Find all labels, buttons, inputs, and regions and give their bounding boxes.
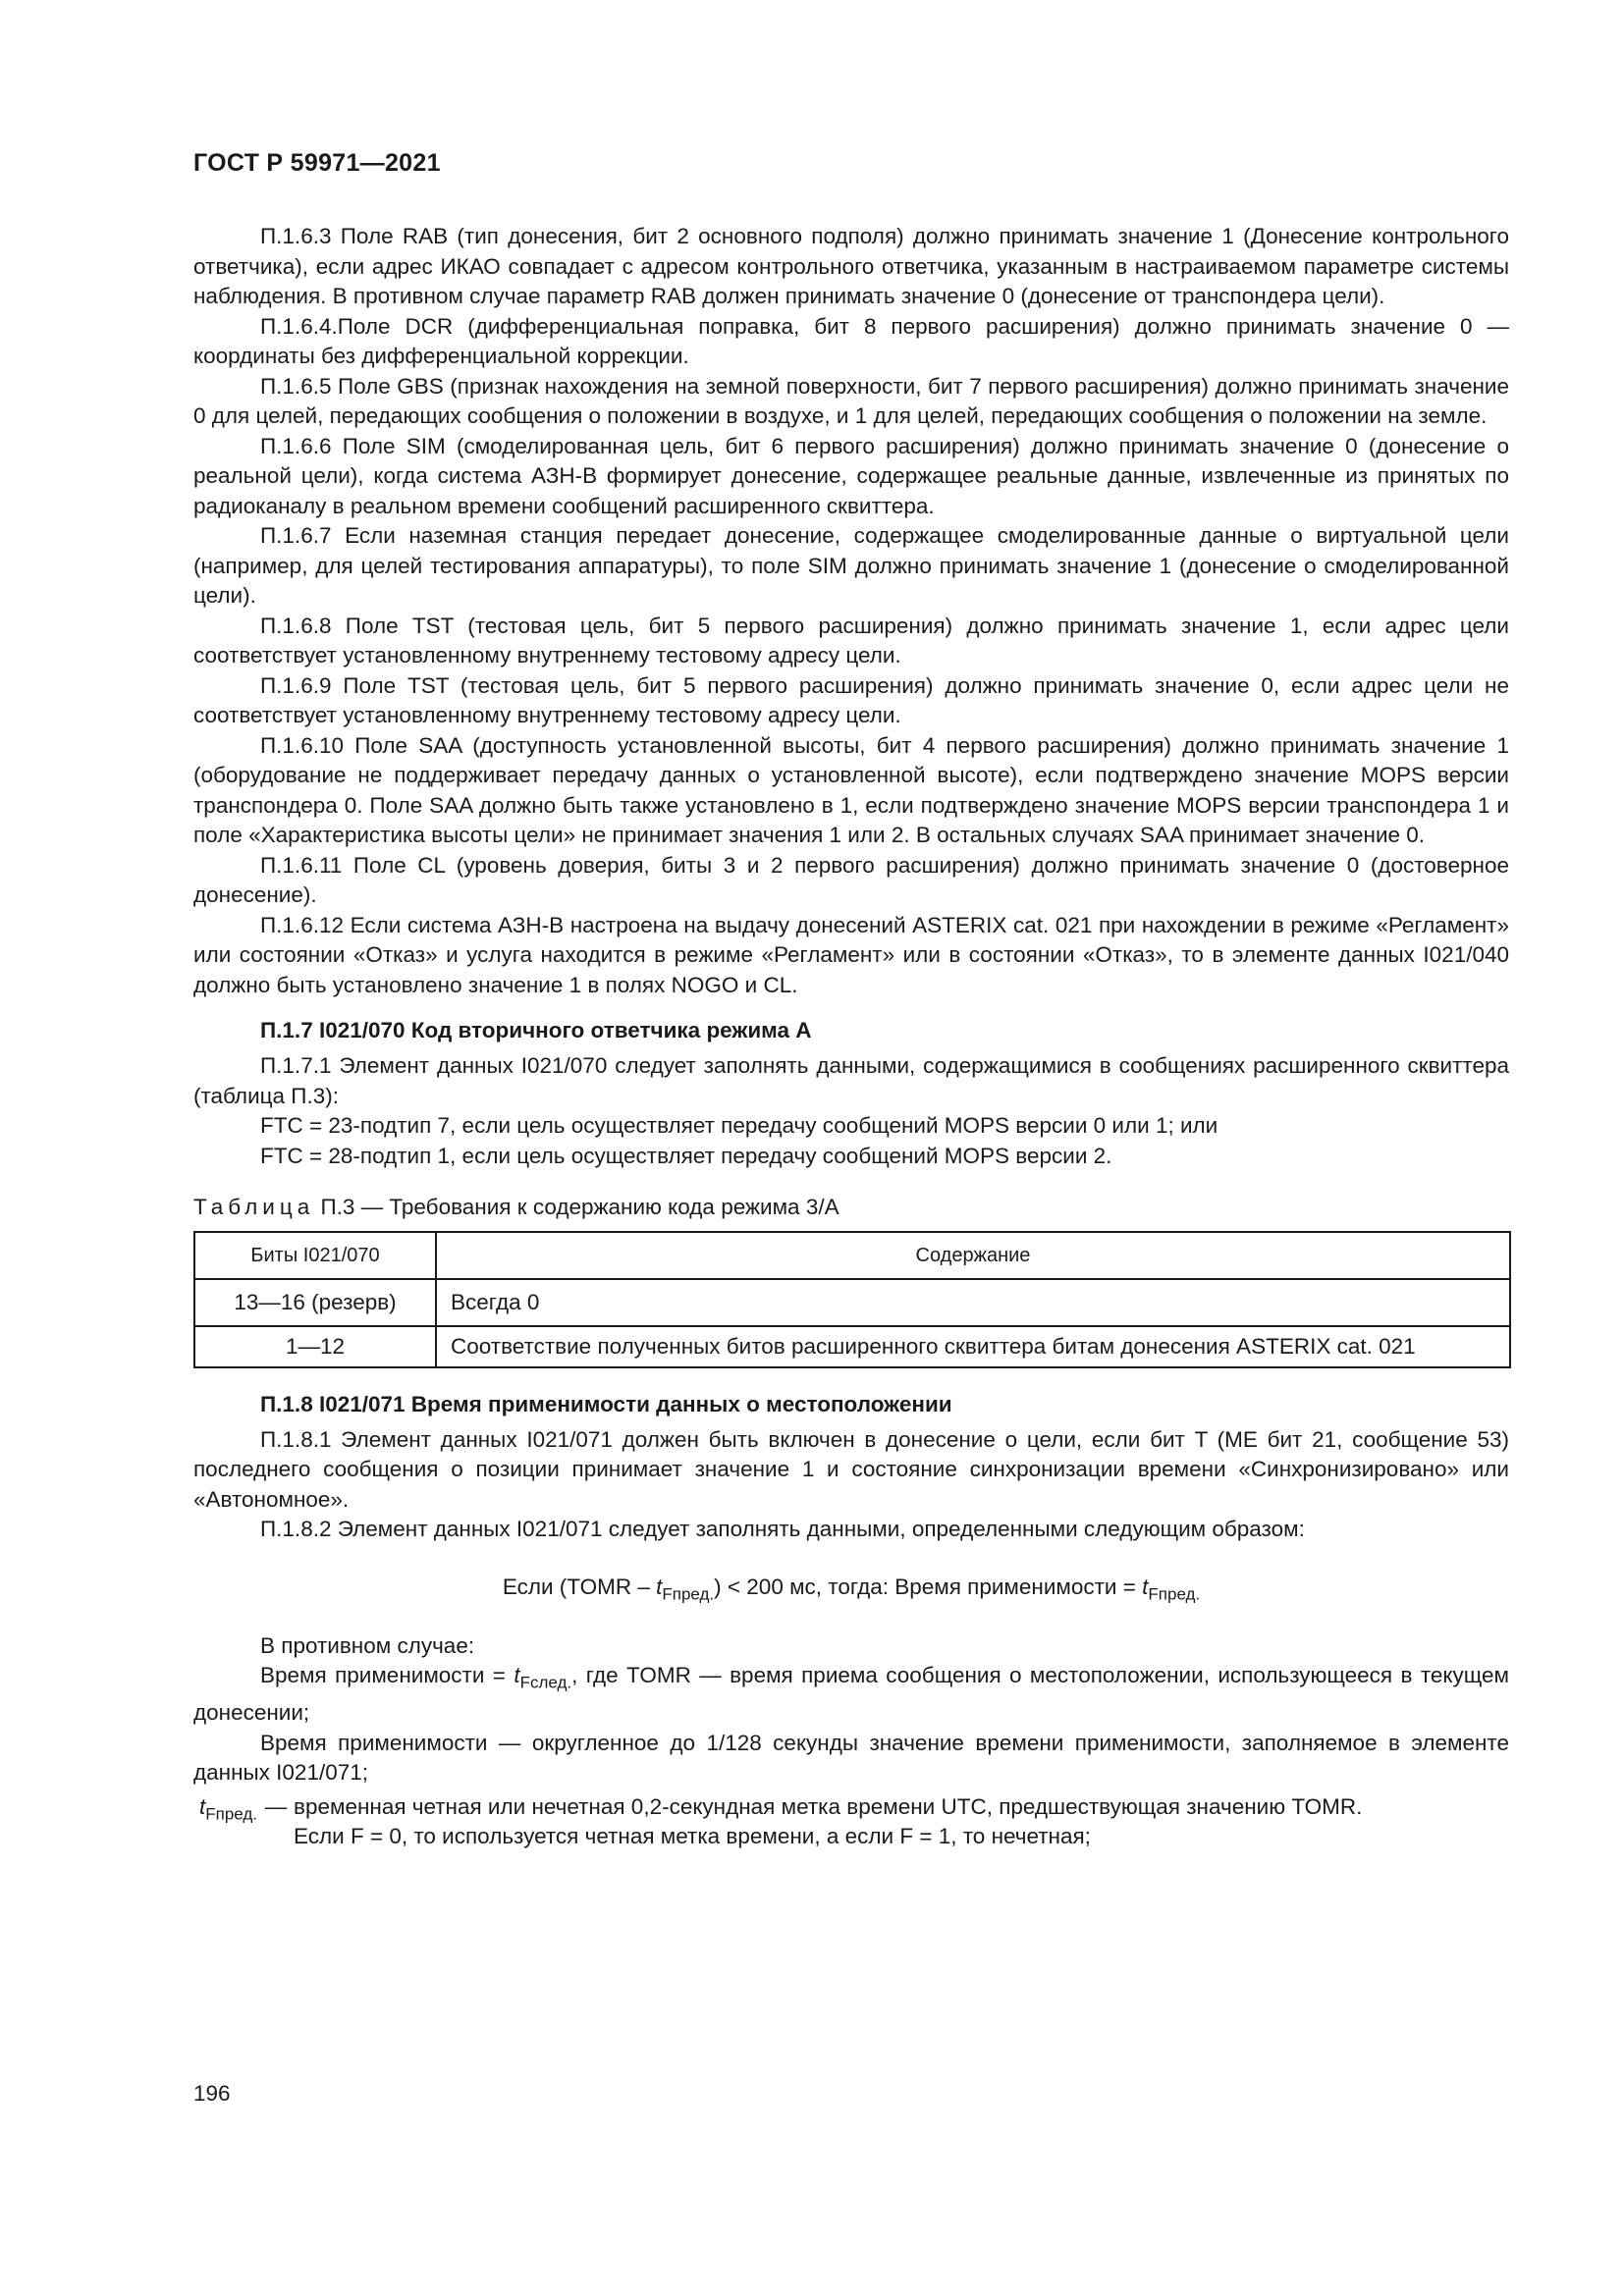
- definition-dash: —: [264, 1793, 288, 1819]
- table-caption-text: П.3 — Требования к содержанию кода режима 3/A: [314, 1195, 839, 1219]
- paragraph: П.1.8.2 Элемент данных I021/071 следует заполнять данными, определенными следующим образом:: [260, 1517, 1305, 1541]
- table-cell-bits: 13—16 (резерв): [194, 1279, 436, 1326]
- section-heading: П.1.7 I021/070 Код вторичного ответчика режима A: [260, 1018, 812, 1042]
- formula-text: ) < 200 мс, тогда: Время применимости =: [714, 1574, 1143, 1599]
- paragraph: П.1.6.10 Поле SAA (доступность установленной высоты, бит 4 первого расширения) должно принимать значение 1 (оборудование не поддерживает передачу данных о установленной высоте), если подтверждено значение MOPS версии транспондера 0. Поле SAA должно быть также установлено в 1, если подтверждено значение MOPS версии транспондера 1 и поле «Характеристика высоты цели» не принимает значения 1 или 2. В остальных случаях SAA принимает значение 0.: [193, 732, 1509, 847]
- formula: [193, 1573, 1509, 1610]
- requirements-table: [193, 1231, 1511, 1368]
- table-cell-content: Соответствие полученных битов расширенного сквиттера битам донесения ASTERIX cat. 021: [436, 1326, 1510, 1367]
- definition: [193, 1792, 1509, 1852]
- paragraph: П.1.6.3 Поле RAB (тип донесения, бит 2 основного подполя) должно принимать значение 1 (Донесение контрольного ответчика), если адрес ИКАО совпадает с адресом контрольного ответчика, указанным в настраиваемом параметре системы наблюдения. В противном случае параметр RAB должен принимать значение 0 (донесение от транспондера цели).: [193, 224, 1509, 308]
- formula-subscript: Fпред.: [662, 1584, 715, 1603]
- paragraph: Время применимости — округленное до 1/128 секунды значение времени применимости, заполняемое в элементе данных I021/071;: [193, 1730, 1509, 1785]
- table-row: [194, 1279, 1510, 1326]
- paragraph: П.1.6.4.Поле DCR (дифференциальная поправка, бит 8 первого расширения) должно принимать значение 0 — координаты без дифференциальной коррекции.: [193, 313, 1509, 368]
- page-content: [193, 222, 1509, 1852]
- formula-var: t: [1142, 1574, 1149, 1599]
- column-header-bits: Биты I021/070: [194, 1232, 436, 1279]
- definition-term: [193, 1792, 258, 1852]
- paragraph: П.1.6.11 Поле CL (уровень доверия, биты 3 и 2 первого расширения) должно принимать значение 0 (достоверное донесение).: [193, 852, 1509, 907]
- formula-var: t: [514, 1663, 520, 1687]
- text-span: , где TOMR — время приема сообщения о местоположении, использующееся в текущем донесении;: [193, 1663, 1509, 1725]
- table-caption: [193, 1193, 1509, 1223]
- formula-subscript: Fпред.: [1148, 1584, 1201, 1603]
- formula-subscript: Fслед.: [519, 1673, 572, 1692]
- paragraph: П.1.6.12 Если система АЗН-В настроена на выдачу донесений ASTERIX cat. 021 при нахождении в режиме «Регламент» или состоянии «Отказ» и услуга находится в режиме «Регламент» или в состоянии «Отказ», то в элементе данных I021/040 должно быть установлено значение 1 в полях NOGO и CL.: [193, 912, 1509, 997]
- table-row: [194, 1326, 1510, 1367]
- paragraph: FTC = 23-подтип 7, если цель осуществляет передачу сообщений MOPS версии 0 или 1; или: [260, 1113, 1218, 1138]
- table-caption-label: Таблица: [193, 1195, 315, 1219]
- formula-subscript: Fпред.: [205, 1804, 258, 1823]
- paragraph: FTC = 28-подтип 1, если цель осуществляет передачу сообщений MOPS версии 2.: [260, 1143, 1112, 1168]
- definition-line: Если F = 0, то используется четная метка времени, а если F = 1, то нечетная;: [294, 1824, 1091, 1848]
- paragraph: В противном случае:: [260, 1632, 475, 1658]
- column-header-content: Содержание: [436, 1232, 1510, 1279]
- paragraph: П.1.6.6 Поле SIM (смоделированная цель, бит 6 первого расширения) должно принимать значение 0 (донесение о реальной цели), когда система АЗН-В формирует донесение, содержащее реальные данные, извлеченные из принятых по радиоканалу в реальном времени сообщений расширенного сквиттера.: [193, 433, 1509, 518]
- paragraph: [193, 1661, 1509, 1729]
- paragraph: П.1.8.1 Элемент данных I021/071 должен быть включен в донесение о цели, если бит T (ME бит 21, сообщение 53) последнего сообщения о позиции принимает значение 1 и состояние синхронизации времени «Синхронизировано» или «Автономное».: [193, 1426, 1509, 1512]
- paragraph: П.1.6.7 Если наземная станция передает донесение, содержащее смоделированные данные о виртуальной цели (например, для целей тестирования аппаратуры), то поле SIM должно принимать значение 1 (донесение о смоделированной цели).: [193, 523, 1509, 608]
- formula-text: Если (TOMR –: [502, 1574, 657, 1599]
- text-span: Время применимости =: [260, 1663, 514, 1687]
- table-cell-content: Всегда 0: [436, 1279, 1510, 1326]
- paragraph: П.1.6.5 Поле GBS (признак нахождения на земной поверхности, бит 7 первого расширения) должно принимать значение 0 для целей, передающих сообщения о положении в воздухе, и 1 для целей, передающих сообщения о положении на земле.: [193, 373, 1509, 428]
- definition-line: временная четная или нечетная 0,2-секундная метка времени UTC, предшествующая значению TOMR.: [294, 1793, 1363, 1819]
- table-header-row: [194, 1232, 1510, 1279]
- formula-var: t: [199, 1793, 206, 1819]
- doc-header: ГОСТ Р 59971—2021: [193, 149, 441, 177]
- formula-var: t: [656, 1574, 663, 1599]
- paragraph: П.1.6.8 Поле TST (тестовая цель, бит 5 первого расширения) должно принимать значение 1, если адрес цели соответствует установленному внутреннему тестовому адресу цели.: [193, 613, 1509, 667]
- table-cell-bits: 1—12: [194, 1326, 436, 1367]
- paragraph: П.1.6.9 Поле TST (тестовая цель, бит 5 первого расширения) должно принимать значение 0, если адрес цели не соответствует установленному внутреннему тестовому адресу цели.: [193, 672, 1509, 727]
- paragraph: П.1.7.1 Элемент данных I021/070 следует заполнять данными, содержащимися в сообщениях расширенного сквиттера (таблица П.3):: [193, 1053, 1509, 1108]
- definition-body: [294, 1792, 1509, 1852]
- section-heading: П.1.8 I021/071 Время применимости данных о местоположении: [260, 1391, 952, 1416]
- page-number: 196: [193, 2081, 231, 2106]
